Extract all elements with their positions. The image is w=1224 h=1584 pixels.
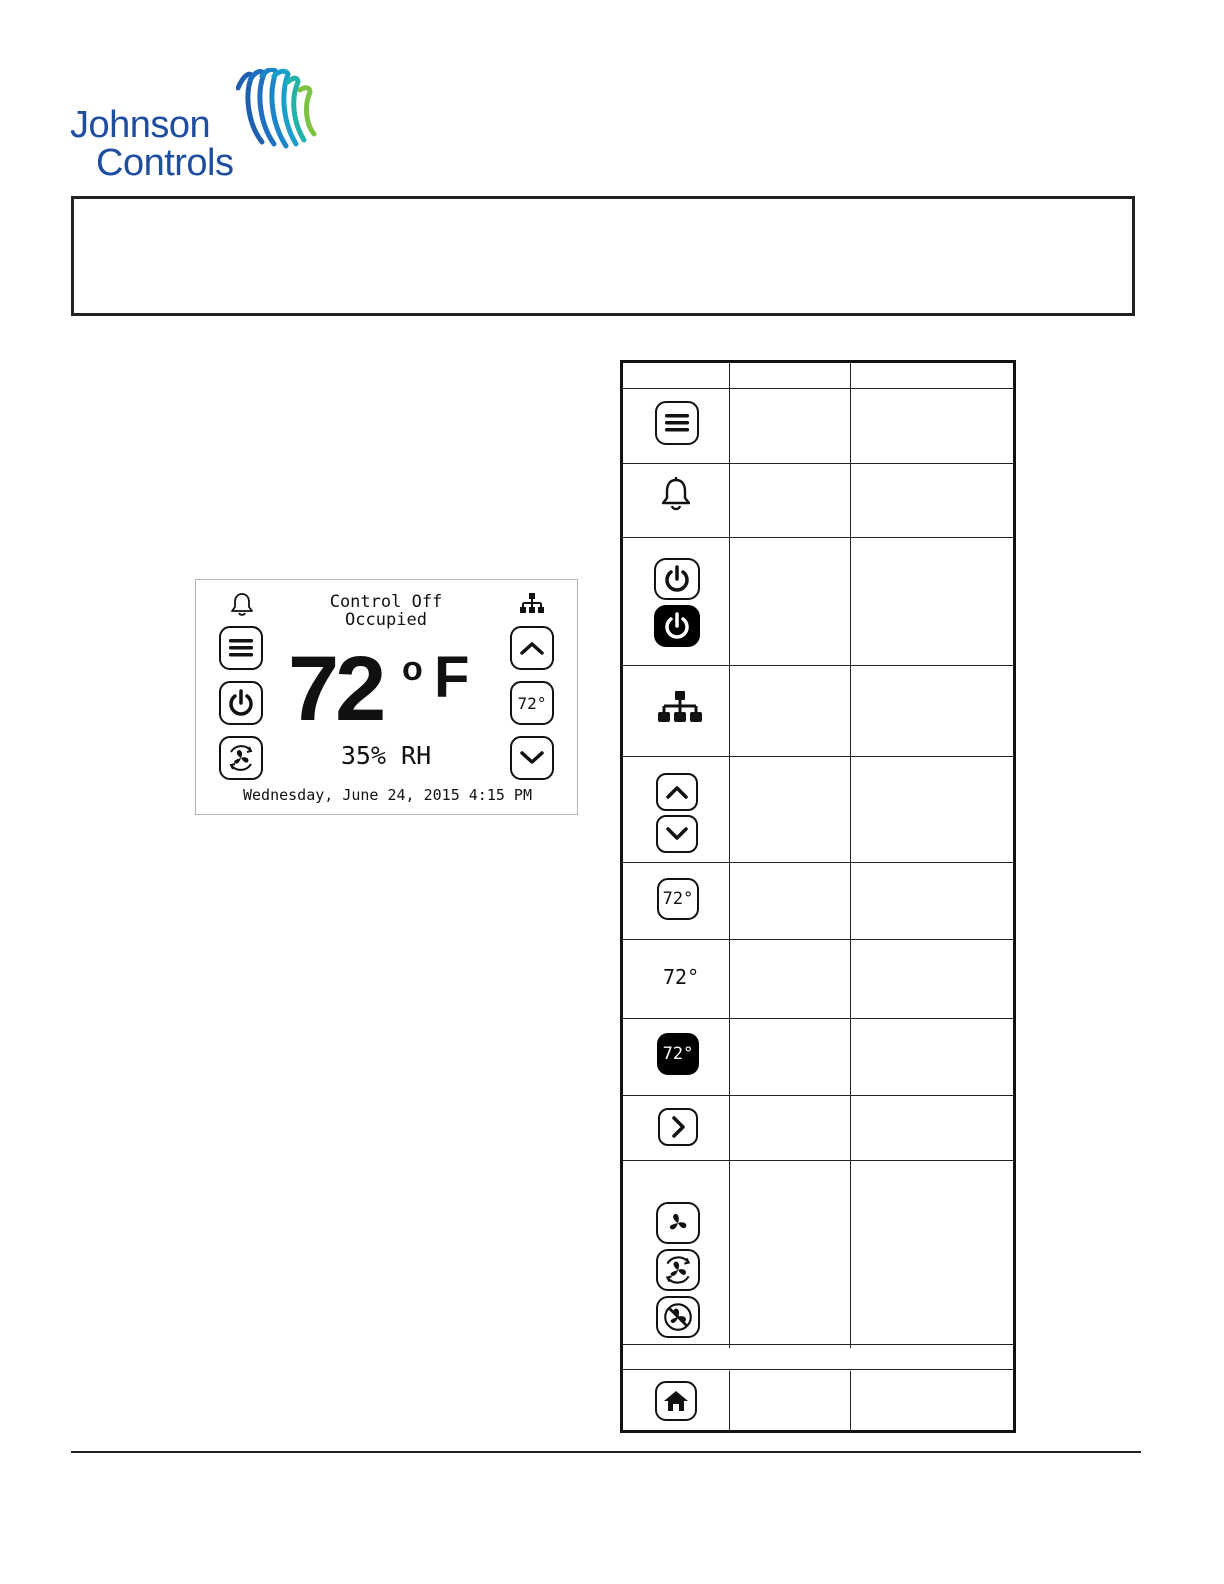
chevron-right-icon — [670, 1115, 686, 1139]
humidity-readout: 35% RH — [340, 741, 432, 770]
table-fan-on-icon-button — [656, 1202, 700, 1244]
table-up-icon-button — [656, 773, 698, 811]
table-row-divider — [623, 862, 1013, 863]
table-row-divider — [623, 756, 1013, 757]
chevron-down-icon — [665, 827, 689, 841]
thermostat-display — [195, 579, 578, 815]
logo-line-2: Controls — [96, 142, 234, 184]
table-row-divider — [623, 463, 1013, 464]
table-column-divider — [850, 363, 851, 1348]
setpoint-selected-label: 72° — [662, 1044, 694, 1064]
status-occupancy: Occupied — [345, 610, 427, 630]
power-active-icon — [662, 611, 692, 641]
menu-icon — [228, 637, 254, 659]
company-logo — [70, 68, 330, 183]
temperature-unit: F — [434, 645, 470, 710]
power-icon — [662, 564, 692, 594]
home-icon — [662, 1389, 690, 1413]
table-row-divider — [623, 1018, 1013, 1019]
table-next-icon-button — [658, 1108, 698, 1146]
table-power-icon-button — [654, 558, 700, 600]
table-home-icon-button — [655, 1381, 697, 1421]
document-title-box — [71, 196, 1135, 316]
room-temperature — [288, 638, 488, 740]
footer-rule — [71, 1451, 1141, 1453]
table-row-divider — [623, 388, 1013, 389]
setpoint-button-label: 72° — [662, 889, 694, 909]
setpoint-label: 72° — [517, 693, 547, 713]
icon-table — [620, 360, 1016, 1433]
setpoint-down-button[interactable] — [510, 736, 554, 780]
network-icon — [656, 689, 704, 725]
menu-icon — [664, 412, 690, 434]
setpoint-up-button[interactable] — [510, 626, 554, 670]
table-column-divider — [729, 1371, 730, 1433]
date-time: Wednesday, June 24, 2015 4:15 PM — [243, 786, 532, 804]
logo-wordmark — [70, 106, 234, 182]
network-icon[interactable] — [518, 592, 546, 616]
chevron-up-icon — [665, 785, 689, 799]
table-row-divider — [623, 665, 1013, 666]
table-fan-off-icon-button — [656, 1296, 700, 1338]
logo-swoosh-icon — [236, 68, 318, 152]
table-setpoint-icon-button — [657, 878, 699, 920]
table-row-divider — [623, 1344, 1013, 1345]
chevron-up-icon — [519, 640, 545, 656]
table-setpoint-selected-icon-button — [657, 1033, 699, 1075]
setpoint-button[interactable] — [510, 681, 554, 725]
table-row-divider — [623, 1095, 1013, 1096]
fan-auto-icon — [661, 1253, 695, 1287]
alarm-bell-icon — [659, 476, 693, 512]
menu-button[interactable] — [219, 626, 263, 670]
table-column-divider — [729, 363, 730, 1348]
table-down-icon-button — [656, 815, 698, 853]
table-row-divider — [623, 537, 1013, 538]
degree-symbol: o — [402, 650, 423, 688]
logo-line-1: Johnson — [70, 104, 211, 146]
setpoint-plain-label: 72° — [663, 965, 700, 989]
table-fan-auto-icon-button — [656, 1249, 700, 1291]
power-icon — [226, 688, 256, 718]
fan-icon — [664, 1209, 692, 1237]
table-row-divider — [623, 939, 1013, 940]
chevron-down-icon — [519, 750, 545, 766]
table-column-divider — [850, 1371, 851, 1433]
status-control: Control Off — [329, 592, 443, 612]
fan-off-icon — [661, 1300, 695, 1334]
table-row-divider — [623, 1369, 1013, 1370]
alarm-bell-icon[interactable] — [229, 591, 255, 617]
temperature-value: 72 — [288, 638, 383, 740]
fan-auto-button[interactable] — [219, 736, 263, 780]
table-menu-icon-button — [655, 401, 699, 445]
power-button[interactable] — [219, 681, 263, 725]
fan-auto-icon — [225, 742, 257, 774]
table-row-divider — [623, 1160, 1013, 1161]
table-power-active-icon-button — [654, 605, 700, 647]
